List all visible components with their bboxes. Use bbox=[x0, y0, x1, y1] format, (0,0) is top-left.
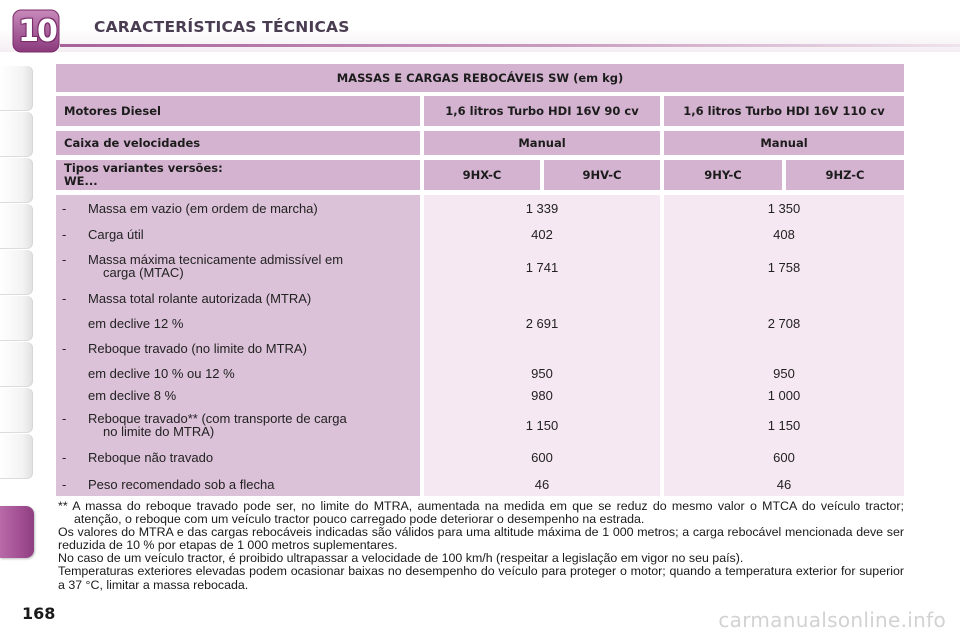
row-value-2: 1 150 bbox=[767, 418, 801, 433]
row-value-1: 980 bbox=[531, 388, 553, 403]
row-label: Massa máxima tecnicamente admissível em bbox=[88, 252, 344, 267]
table-row bbox=[56, 253, 904, 283]
note-speed: No caso de um veículo tractor, é proibido ultrapassar a velocidade de 100 km/h (respeitar a legislação em vigor no seu país). bbox=[58, 551, 744, 566]
table-title: MASSAS E CARGAS REBOCÁVEIS SW (em kg) bbox=[56, 64, 904, 92]
row-label: em declive 12 % bbox=[88, 316, 184, 331]
side-tab[interactable] bbox=[0, 112, 33, 157]
page-number: 168 bbox=[22, 604, 56, 623]
row-dash: - bbox=[62, 252, 67, 267]
variants-label bbox=[56, 160, 420, 190]
variant-1: 9HX-C bbox=[424, 160, 540, 190]
row-dash: - bbox=[62, 450, 67, 465]
side-tab[interactable] bbox=[0, 342, 33, 387]
gearbox-label: Caixa de velocidades bbox=[56, 131, 420, 155]
side-tab[interactable] bbox=[0, 296, 33, 341]
row-label: Reboque travado** (com transporte de carga bbox=[88, 411, 347, 426]
engine-col-1: 1,6 litros Turbo HDI 16V 90 cv bbox=[424, 96, 660, 126]
note-altitude: Os valores do MTRA e das cargas rebocáveis indicadas são válidos para uma altitude máxima de 1 000 metros; a carga rebocável mencionada deve ser reduzida de 10 % por etapas de 1 000 metros suplementares. bbox=[58, 525, 904, 553]
side-tab[interactable] bbox=[0, 250, 33, 295]
row-dash: - bbox=[62, 201, 67, 216]
engine-col-2: 1,6 litros Turbo HDI 16V 110 cv bbox=[664, 96, 904, 126]
row-label: em declive 8 % bbox=[88, 388, 177, 403]
row-label: Massa total rolante autorizada (MTRA) bbox=[88, 291, 312, 306]
variant-3: 9HY-C bbox=[664, 160, 782, 190]
row-value-1: 1 150 bbox=[525, 418, 559, 433]
row-value-1: 46 bbox=[534, 477, 550, 492]
side-tab[interactable] bbox=[0, 204, 33, 249]
row-label: Peso recomendado sob a flecha bbox=[88, 477, 275, 492]
row-value-2: 408 bbox=[773, 227, 795, 242]
row-value-2: 1 350 bbox=[767, 201, 801, 216]
engines-label: Motores Diesel bbox=[56, 96, 420, 126]
notes bbox=[58, 500, 904, 592]
row-value-2: 600 bbox=[773, 450, 795, 465]
row-label: Reboque travado (no limite do MTRA) bbox=[88, 341, 307, 356]
row-value-1: 402 bbox=[531, 227, 553, 242]
row-dash: - bbox=[62, 411, 67, 426]
side-tab[interactable] bbox=[0, 66, 33, 111]
row-dash: - bbox=[62, 291, 67, 306]
side-tab[interactable] bbox=[0, 388, 33, 433]
row-dash: - bbox=[62, 477, 67, 492]
variants-label-line1: Tipos variantes versões: bbox=[64, 161, 223, 175]
row-label: em declive 10 % ou 12 % bbox=[88, 366, 235, 381]
row-label-continued: no limite do MTRA) bbox=[103, 424, 215, 439]
page-title: CARACTERÍSTICAS TÉCNICAS bbox=[94, 18, 350, 36]
gearbox-col-2: Manual bbox=[664, 131, 904, 155]
watermark: carmanualsonline.info bbox=[718, 608, 946, 632]
note-temperature: Temperaturas exteriores elevadas podem ocasionar baixas no desempenho do veículo para proteger o motor; quando a temperatura exterior for superior a 37 °C, limitar a massa rebocada. bbox=[58, 564, 904, 592]
side-tab-active[interactable] bbox=[0, 506, 34, 558]
row-label: Massa em vazio (em ordem de marcha) bbox=[88, 201, 318, 216]
table-row bbox=[56, 412, 904, 442]
row-value-1: 950 bbox=[531, 366, 553, 381]
row-value-2: 1 758 bbox=[767, 260, 801, 275]
row-value-2: 46 bbox=[776, 477, 792, 492]
row-dash: - bbox=[62, 227, 67, 242]
row-value-1: 1 339 bbox=[525, 201, 559, 216]
row-value-1: 2 691 bbox=[525, 316, 559, 331]
variant-4: 9HZ-C bbox=[786, 160, 904, 190]
side-tab[interactable] bbox=[0, 158, 33, 203]
row-label: Reboque não travado bbox=[88, 450, 214, 465]
row-value-2: 2 708 bbox=[767, 316, 801, 331]
variants-label-line2: WE... bbox=[64, 174, 98, 188]
row-value-2: 950 bbox=[773, 366, 795, 381]
footnote: ** A massa do reboque travado pode ser, no limite do MTRA, aumentada na medida em que se reduz do mesmo valor o MTCA do veículo tractor; atenção, o reboque com um veículo tractor pouco carregado pode deteriorar o desempenho na estrada. bbox=[58, 499, 904, 527]
row-label: Carga útil bbox=[88, 227, 144, 242]
header-rule bbox=[60, 44, 960, 47]
row-dash: - bbox=[62, 341, 67, 356]
row-value-2: 1 000 bbox=[767, 388, 801, 403]
gearbox-col-1: Manual bbox=[424, 131, 660, 155]
variant-2: 9HV-C bbox=[544, 160, 660, 190]
row-label-continued: carga (MTAC) bbox=[103, 265, 184, 280]
row-value-1: 1 741 bbox=[525, 260, 559, 275]
side-tab[interactable] bbox=[0, 434, 33, 479]
row-value-1: 600 bbox=[531, 450, 553, 465]
chapter-number: 10 bbox=[18, 14, 56, 49]
